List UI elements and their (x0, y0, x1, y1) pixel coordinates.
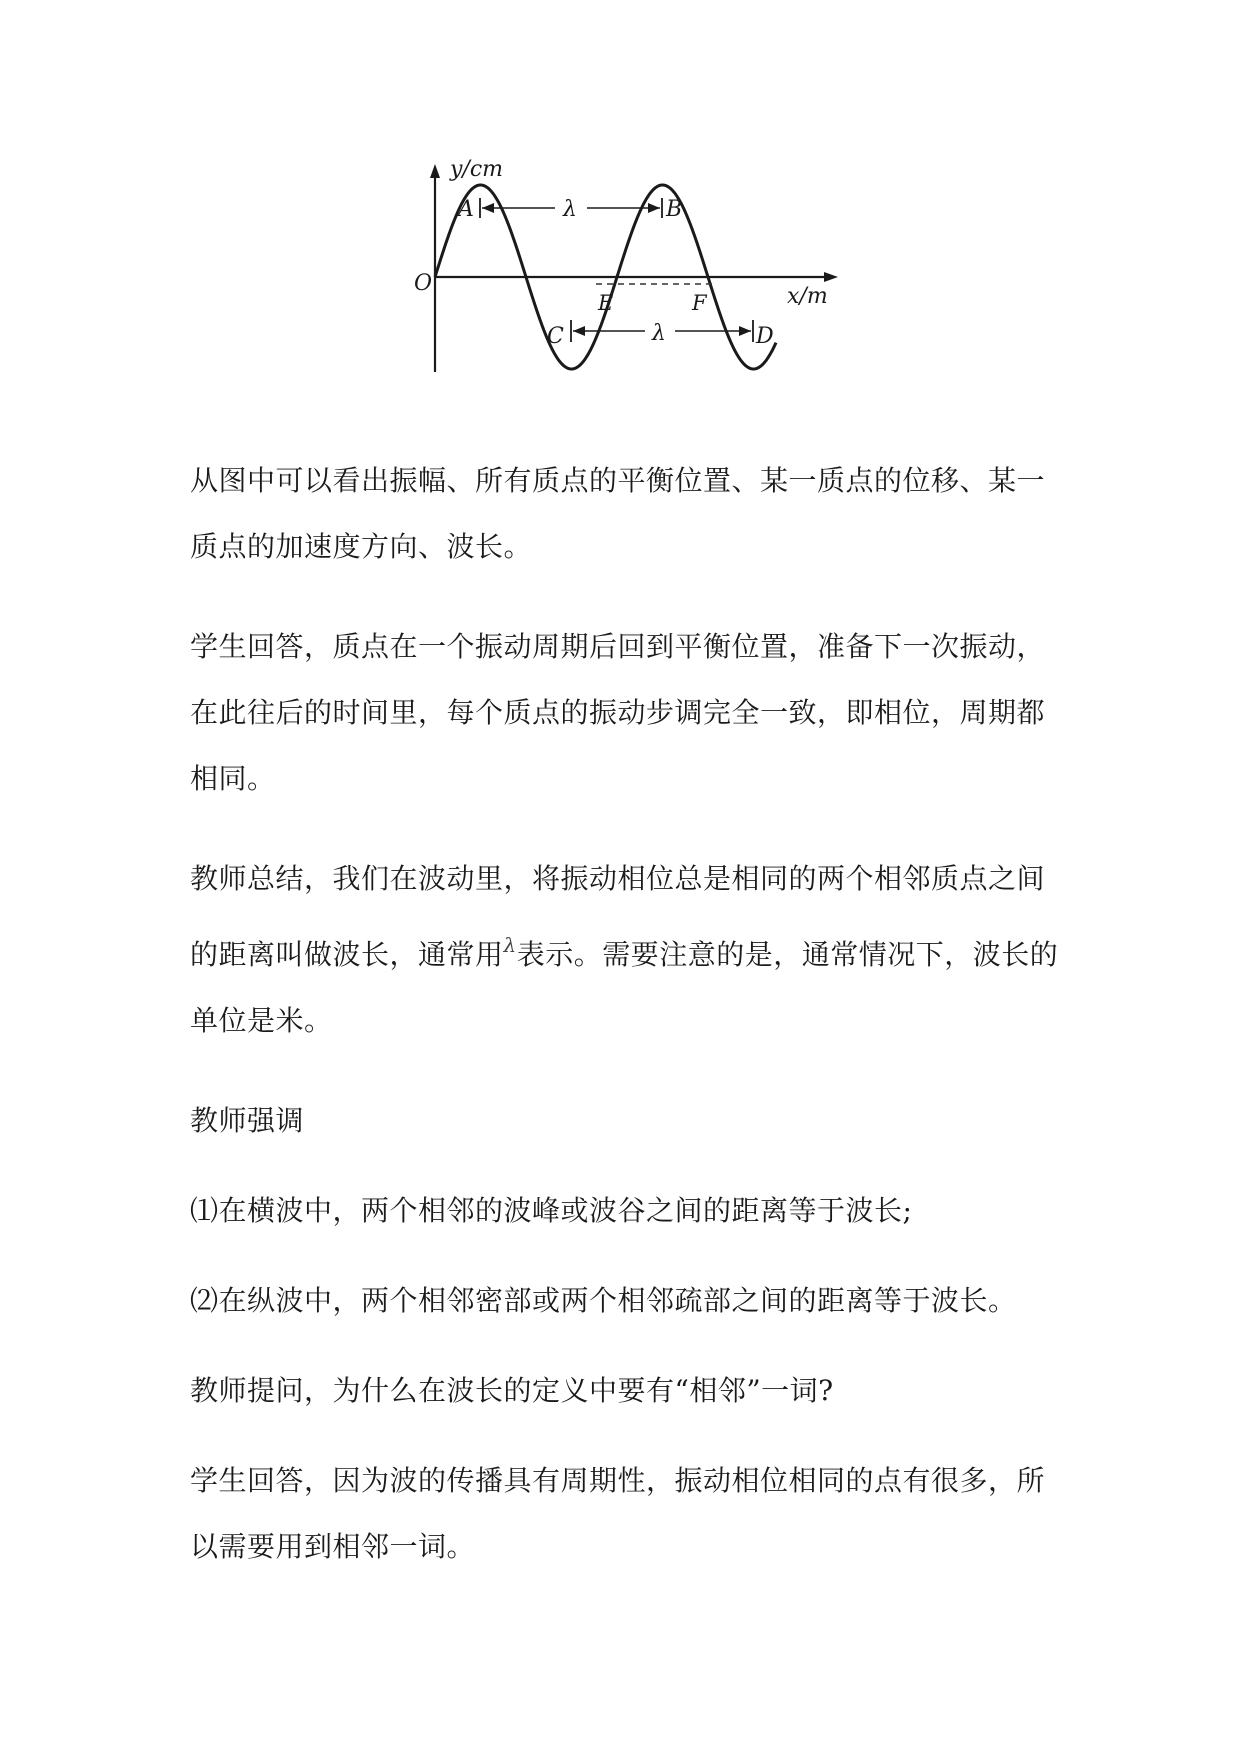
lambda-top-arrow-right (648, 203, 660, 213)
wave-figure (400, 150, 900, 420)
lambda-symbol: λ (503, 933, 517, 957)
paragraph-longitudinal-wave: ⑵在纵波中，两个相邻密部或两个相邻疏部之间的距离等于波长。 (190, 1284, 1017, 1317)
paragraph-transverse-wave: ⑴在横波中，两个相邻的波峰或波谷之间的距离等于波长; (190, 1194, 913, 1227)
point-b-label: B (666, 197, 683, 222)
x-axis-label: x/m (787, 284, 828, 309)
summary-text-before: 教师总结，我们在波动里，将振动相位总是相同的两个相邻质点之间的距离叫做波长，通常用 (190, 862, 1046, 971)
y-axis-arrow (430, 164, 440, 178)
lambda-bottom-arrow-right (739, 326, 751, 336)
lambda-bottom-label: λ (652, 321, 666, 346)
x-axis-arrow (824, 272, 838, 282)
point-a-label: A (458, 197, 474, 222)
lesson-text (190, 448, 1060, 1614)
origin-label: O (414, 271, 433, 296)
point-c-label: C (547, 324, 564, 349)
lambda-top-label: λ (563, 197, 577, 222)
paragraph-teacher-question: 教师提问，为什么在波长的定义中要有“相邻”一词? (190, 1374, 834, 1407)
lambda-top-arrow-left (482, 203, 494, 213)
paragraph-teacher-emphasis: 教师强调 (190, 1104, 305, 1137)
point-e-label: E (598, 291, 614, 315)
paragraph-figure-observations: 从图中可以看出振幅、所有质点的平衡位置、某一质点的位移、某一质点的加速度方向、波长。 (190, 464, 1046, 563)
point-d-label: D (756, 324, 774, 349)
point-f-label: F (692, 291, 707, 315)
y-axis-label: y/cm (450, 157, 504, 182)
paragraph-student-answer-2: 学生回答，因为波的传播具有周期性，振动相位相同的点有很多，所以需要用到相邻一词。 (190, 1464, 1046, 1563)
paragraph-teacher-summary (190, 846, 1060, 1054)
lambda-bottom-arrow-left (573, 326, 585, 336)
paragraph-student-answer-1: 学生回答，质点在一个振动周期后回到平衡位置，准备下一次振动，在此往后的时间里，每个质点的振动步调完全一致，即相位，周期都相同。 (190, 630, 1046, 795)
wave-diagram (400, 150, 900, 420)
summary-text-after: 表示。需要注意的是，通常情况下，波长的单位是米。 (190, 938, 1059, 1037)
